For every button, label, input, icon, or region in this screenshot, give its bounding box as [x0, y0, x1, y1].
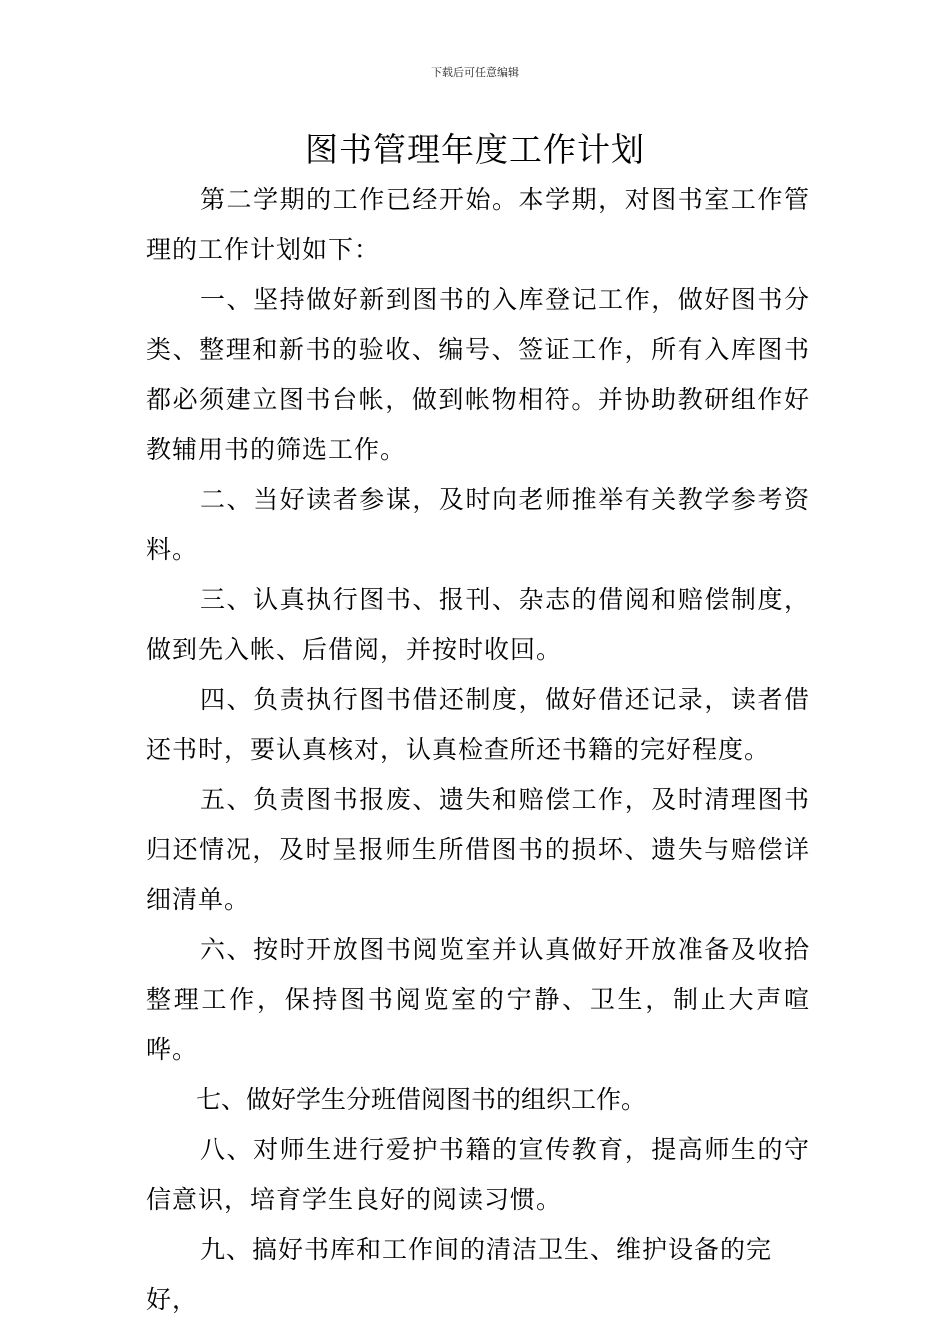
header-note: 下载后可任意编辑 — [431, 66, 519, 79]
paragraph-intro: 第二学期的工作已经开始。本学期，对图书室工作管理的工作计划如下： — [146, 185, 810, 264]
paragraph-item-5: 五、负责图书报废、遗失和赔偿工作，及时清理图书归还情况，及时呈报师生所借图书的损坏、遗失与赔偿详细清单。 — [146, 785, 810, 914]
document-body — [146, 175, 810, 1325]
paragraph-item-8: 八、对师生进行爱护书籍的宣传教育，提高师生的守信意识，培育学生良好的阅读习惯。 — [146, 1135, 810, 1214]
paragraph-item-1: 一、坚持做好新到图书的入库登记工作，做好图书分类、整理和新书的验收、编号、签证工作，所有入库图书都必须建立图书台帐，做到帐物相符。并协助教研组作好教辅用书的筛选工作。 — [146, 285, 810, 464]
paragraph-item-9: 九、搞好书库和工作间的清洁卫生、维护设备的完好， — [146, 1235, 773, 1314]
paragraph-item-4: 四、负责执行图书借还制度，做好借还记录，读者借还书时，要认真核对，认真检查所还书籍的完好程度。 — [146, 685, 810, 764]
paragraph-item-6: 六、按时开放图书阅览室并认真做好开放准备及收拾整理工作，保持图书阅览室的宁静、卫生，制止大声喧哗。 — [146, 935, 810, 1064]
paragraph-item-2: 二、当好读者参谋，及时向老师推举有关教学参考资料。 — [146, 485, 810, 564]
paragraph-item-7: 七、做好学生分班借阅图书的组织工作。 — [196, 1085, 647, 1114]
document-title: 图书管理年度工作计划 — [305, 130, 645, 169]
paragraph-item-3: 三、认真执行图书、报刊、杂志的借阅和赔偿制度，做到先入帐、后借阅，并按时收回。 — [146, 585, 810, 664]
